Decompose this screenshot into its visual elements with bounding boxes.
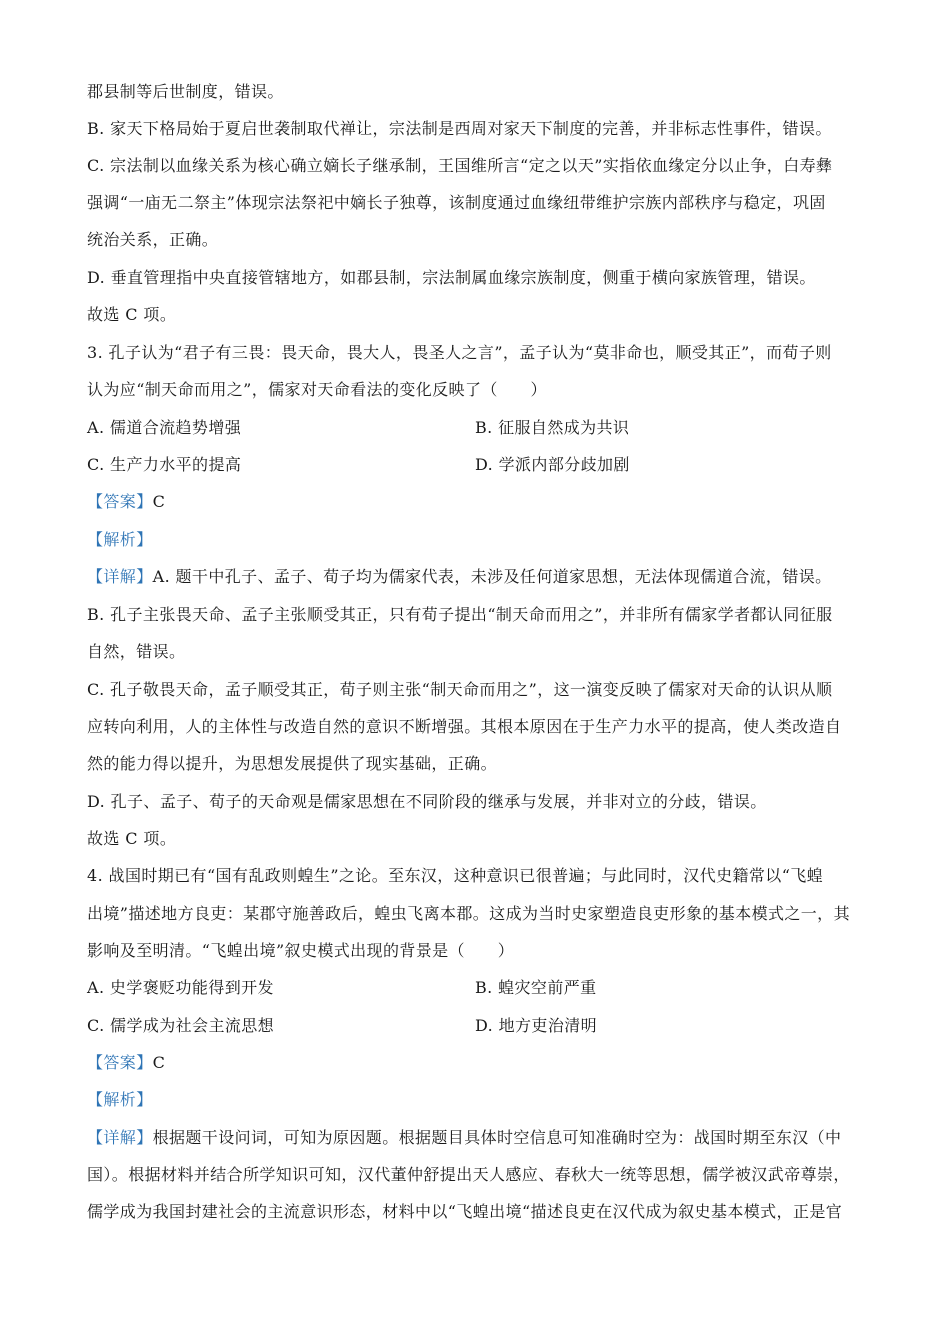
text-line: D. 垂直管理指中央直接管辖地方，如郡县制，宗法制属血缘宗族制度，侧重于横向家族管理，错误。	[87, 268, 816, 287]
question-4-detail	[87, 1128, 841, 1148]
text-line: 儒学成为我国封建社会的主流意识形态，材料中以“飞蝗出境“描述良吏在汉代成为叙史基本模式，正是官	[87, 1202, 843, 1221]
answer-tag: 【答案】	[87, 492, 153, 511]
text-line: C. 宗法制以血缘关系为核心确立嫡长子继承制，王国维所言“定之以天”实指依血缘定分以止争，白寿彝	[87, 156, 833, 175]
detail-text: 根据题干设问词，可知为原因题。根据题目具体时空信息可知准确时空为：战国时期至东汉（中	[152, 1128, 842, 1147]
text-line: 国）。根据材料并结合所学知识可知，汉代董仲舒提出天人感应、春秋大一统等思想，儒学被汉武帝尊崇，	[87, 1165, 850, 1184]
text-line: 自然，错误。	[87, 642, 186, 661]
question-3-option-c: C. 生产力水平的提高	[87, 455, 242, 474]
detail-tag: 【详解】	[87, 567, 153, 586]
question-4-option-b: B. 蝗灾空前严重	[475, 978, 597, 997]
text-line: 故选 C 项。	[87, 829, 177, 848]
text-line: 强调“一庙无二祭主”体现宗法祭祀中嫡长子独尊，该制度通过血缘纽带维护宗族内部秩序与稳定，巩固	[87, 193, 826, 212]
question-3-answer	[87, 492, 165, 512]
text-line: C. 孔子敬畏天命，孟子顺受其正，荀子则主张“制天命而用之”，这一演变反映了儒家对天命的认识从顺	[87, 680, 833, 699]
text-line: 应转向利用，人的主体性与改造自然的意识不断增强。其根本原因在于生产力水平的提高，使人类改造自	[87, 717, 842, 736]
question-3-option-a: A. 儒道合流趋势增强	[87, 418, 242, 437]
question-4-answer	[87, 1053, 165, 1073]
text-line: 统治关系，正确。	[87, 230, 219, 249]
question-3-option-b: B. 征服自然成为共识	[475, 418, 630, 437]
analysis-tag: 【解析】	[87, 530, 153, 549]
question-4-stem: 影响及至明清。“飞蝗出境”叙史模式出现的背景是（ ）	[87, 941, 515, 960]
question-4-option-a: A. 史学褒贬功能得到开发	[87, 978, 274, 997]
detail-tag: 【详解】	[87, 1128, 153, 1147]
answer-value: C	[152, 492, 166, 511]
text-line: 然的能力得以提升，为思想发展提供了现实基础，正确。	[87, 754, 498, 773]
text-line: B. 孔子主张畏天命、孟子主张顺受其正，只有荀子提出“制天命而用之”，并非所有儒家学者都认同征服	[87, 605, 833, 624]
question-4-option-c: C. 儒学成为社会主流思想	[87, 1016, 275, 1035]
question-4-stem: 出境”描述地方良吏：某郡守施善政后，蝗虫飞离本郡。这成为当时史家塑造良吏形象的基本模式之一，其	[87, 904, 850, 923]
question-3-detail	[87, 567, 832, 587]
question-3-stem: 认为应“制天命而用之”，儒家对天命看法的变化反映了（ ）	[87, 380, 547, 399]
detail-text: A. 题干中孔子、孟子、荀子均为儒家代表，未涉及任何道家思想，无法体现儒道合流，错误。	[152, 567, 832, 586]
question-4-stem: 4. 战国时期已有“国有乱政则蝗生”之论。至东汉，这种意识已很普遍；与此同时，汉代史籍常以“飞蝗	[87, 866, 824, 885]
analysis-tag: 【解析】	[87, 1090, 153, 1109]
text-line: 郡县制等后世制度，错误。	[87, 82, 284, 101]
answer-tag: 【答案】	[87, 1053, 153, 1072]
question-3-option-d: D. 学派内部分歧加剧	[475, 455, 630, 474]
answer-value: C	[152, 1053, 166, 1072]
question-3-stem: 3. 孔子认为“君子有三畏：畏天命，畏大人，畏圣人之言”，孟子认为“莫非命也，顺受其正”，而荀子则	[87, 343, 832, 362]
text-line: B. 家天下格局始于夏启世袭制取代禅让，宗法制是西周对家天下制度的完善，并非标志性事件，错误。	[87, 119, 832, 138]
question-4-option-d: D. 地方吏治清明	[475, 1016, 598, 1035]
text-line: 故选 C 项。	[87, 305, 177, 324]
text-line: D. 孔子、孟子、荀子的天命观是儒家思想在不同阶段的继承与发展，并非对立的分歧，错误。	[87, 792, 767, 811]
